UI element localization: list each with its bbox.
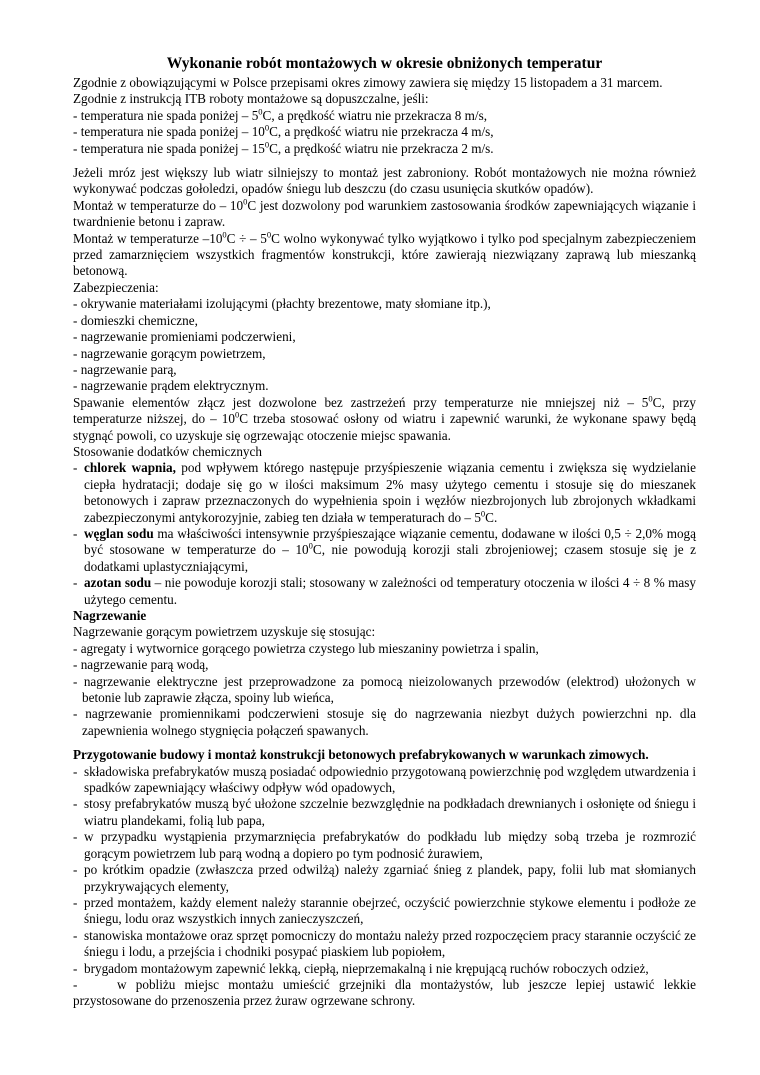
- protection-item: - nagrzewanie gorącym powietrzem,: [73, 345, 266, 361]
- heating-intro: Nagrzewanie gorącym powietrzem uzyskuje się stosując:: [73, 624, 376, 640]
- prep-item: - brygadom montażowym zapewnić lekką, ciepłą, nieprzemakalną i nie krępującą ruchów roboczych odzież,: [73, 960, 649, 976]
- protection-list: [73, 296, 696, 394]
- chemicals-heading: Stosowanie dodatków chemicznych: [73, 443, 262, 459]
- condition-item: - temperatura nie spada poniżej – $10^0C$, a prędkość wiatru nie przekracza 4 m/s,: [73, 122, 494, 140]
- chemicals-list: [73, 460, 696, 608]
- prep-list: [73, 764, 696, 977]
- chemical-item-chlorek: - chlorek wapnia, pod wpływem którego następuje przyśpieszenie wiązania cementu i zwiększa się wydzielanie ciepła hydratacji; dodaje się go w ilości maksimum 2% masy użytego cementu i stosuje się do mieszanek betonowych i zapraw przeznaczonych do wypełnienia spoin i węzłów niezbrojonych lub zbrojonych wkładkami zabezpieczonymi antykorozyjnie, zabieg ten działa w temperaturach do – $5^0C$.: [73, 460, 696, 525]
- prep-item: - stanowiska montażowe oraz sprzęt pomocniczy do montażu należy przed rozpoczęciem pracy starannie oczyścić ze śniegu i lodu, a przejścia i chodniki posypać piaskiem lub popiołem,: [73, 927, 696, 960]
- prep-item: - w przypadku wystąpienia przymarznięcia prefabrykatów do podkładu lub między sobą trzeba je rozmrozić gorącym powietrzem lub parą wodną a dopiero po tym podnosić żurawiem,: [73, 829, 696, 861]
- welding-paragraph: Spawanie elementów złącz jest dozwolone bez zastrzeżeń przy temperaturze nie mniejszej niż – $5^0C$, przy temperaturze niższej, do – $10^0C$ trzeba stosować osłony od wiatru i zapewnić warunki, że wykonane spawy będą stygnąć powoli, co uzyskuje się ogrzewając otoczenie miejsc spawania.: [73, 393, 696, 443]
- condition-item: - temperatura nie spada poniżej – $15^0C$, a prędkość wiatru nie przekracza 2 m/s.: [73, 139, 494, 156]
- minus10-paragraph: Montaż w temperaturze do – $10^0C$ jest dozwolony pod warunkiem zastosowania środków zapewniających wiązanie i twardnienie betonu i zapraw.: [73, 196, 696, 230]
- heating-item: - agregaty i wytwornice gorącego powietrza czystego lub mieszaniny powietrza i spalin,: [73, 640, 539, 656]
- heating-item: - nagrzewanie elektryczne jest przeprowadzone za pomocą nieizolowanych przewodów (elektrod) ułożonych w betonie lub zaprawie złącza, spoiny lub wieńca,: [73, 673, 696, 706]
- prep-item: - przed montażem, każdy element należy starannie obejrzeć, oczyścić powierzchnie stykowe elementu i podłoże ze śniegu, lodu oraz wszystkich innych zanieczyszczeń,: [73, 894, 696, 927]
- chemical-item-azotan: - azotan sodu – nie powoduje korozji stali; stosowany w zależności od temperatury otoczenia w ilości 4 ÷ 8 % masy użytego cementu.: [73, 575, 696, 607]
- prep-item: - składowiska prefabrykatów muszą posiadać odpowiednio przygotowaną powierzchnię pod względem utwardzenia i spadków zapewniający właściwy odpływ wód opadowych,: [73, 763, 696, 796]
- conditions-list: [73, 108, 696, 157]
- protection-item: - okrywanie materiałami izolującymi (płachty brezentowe, maty słomiane itp.),: [73, 296, 491, 312]
- prohibition-paragraph: Jeżeli mróz jest większy lub wiatr silniejszy to montaż jest zabroniony. Robót montażowych nie można również wykonywać podczas gołoledzi, opadów śniegu lub deszczu (do czasu usunięcia skutków opadów).: [73, 165, 696, 197]
- chemical-item-weglan: - węglan sodu ma właściwości intensywnie przyśpieszające wiązanie cementu, dodawane w ilości 0,5 ÷ 2,0% mogą być stosowane w temperaturze do – $10^0C$, nie powodują korozji stali zbrojeniowej; czasem stosuje się je z dodatkami uplastyczniającymi,: [73, 525, 696, 574]
- protection-item: - nagrzewanie parą,: [73, 361, 177, 377]
- prep-item: - stosy prefabrykatów muszą być ułożone szczelnie bezwzględnie na podkładach drewnianych i osłonięte od śniegu i wiatru plandekami, folią lub papa,: [73, 796, 696, 828]
- minus10-to-5-paragraph: Montaż w temperaturze $-10^0C$ ÷ – $5^0C$ wolno wykonywać tylko wyjątkowo i tylko pod specjalnym zabezpieczeniem przed zamarznięciem wszystkich fragmentów konstrukcji, które zawierają niezwiązany zaprawą lub mieszanką betonową.: [73, 229, 696, 279]
- protection-item: - domieszki chemiczne,: [73, 312, 198, 328]
- itb-paragraph: Zgodnie z instrukcją ITB roboty montażowe są dopuszczalne, jeśli:: [73, 91, 429, 107]
- prep-item-last: - w pobliżu miejsc montażu umieścić grzejniki dla montażystów, lub jeszcze lepiej ustawić lekkie przystosowane do przenoszenia przez żuraw ogrzewane schrony.: [73, 976, 696, 1009]
- condition-item: - temperatura nie spada poniżej – $5^0C$, a prędkość wiatru nie przekracza 8 m/s,: [73, 106, 488, 123]
- document-title: Wykonanie robót montażowych w okresie obniżonych temperatur: [166, 55, 603, 72]
- heating-list: [73, 641, 696, 739]
- protection-item: - nagrzewanie promieniami podczerwieni,: [73, 329, 296, 345]
- heating-item: - nagrzewanie parą wodą,: [73, 657, 209, 673]
- protection-item: - nagrzewanie prądem elektrycznym.: [73, 378, 269, 394]
- intro-paragraph: Zgodnie z obowiązującymi w Polsce przepisami okres zimowy zawiera się między 15 listopadem a 31 marcem.: [73, 75, 663, 90]
- heating-heading: Nagrzewanie: [73, 608, 147, 623]
- document-page: [73, 54, 696, 1010]
- protection-heading: Zabezpieczenia:: [73, 279, 159, 295]
- prep-item: - po krótkim opadzie (zwłaszcza przed odwilżą) należy zgarniać śnieg z plandek, papy, folii lub mat słomianych przykrywających elementy,: [73, 862, 696, 894]
- heating-item: - nagrzewanie promiennikami podczerwieni stosuje się do nagrzewania niezbyt dużych powierzchni np. dla zapewnienia wolnego stygnięcia połączeń spawanych.: [73, 706, 696, 738]
- prep-heading: Przygotowanie budowy i montaż konstrukcji betonowych prefabrykowanych w warunkach zimowych.: [73, 747, 649, 763]
